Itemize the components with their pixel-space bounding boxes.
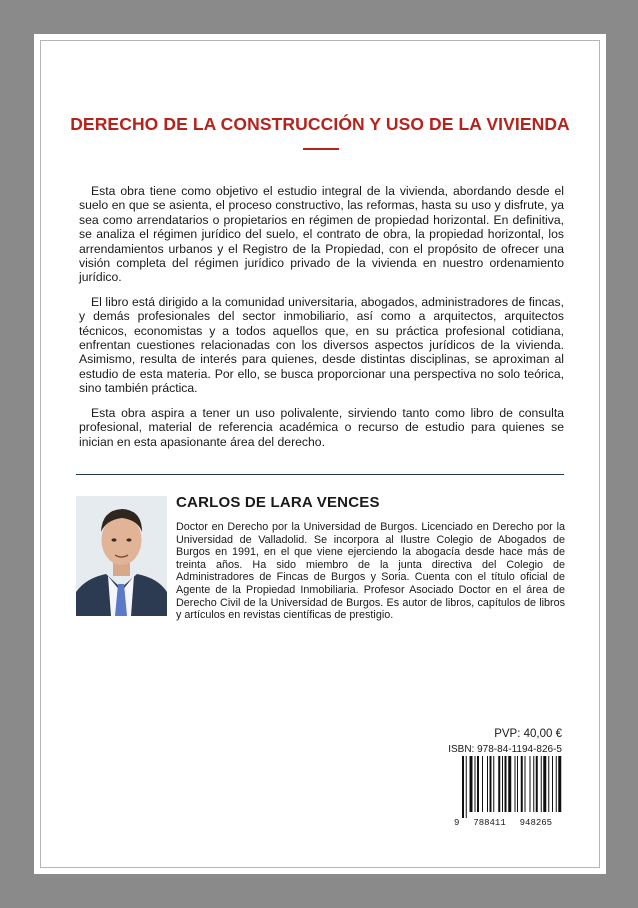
section-divider <box>76 474 564 475</box>
barcode-bar <box>543 756 546 812</box>
barcode-bar <box>517 756 518 812</box>
author-name: CARLOS DE LARA VENCES <box>176 494 380 511</box>
barcode-digits <box>454 818 566 828</box>
barcode-bar <box>487 756 488 812</box>
barcode-bar <box>482 756 483 812</box>
barcode-bar <box>477 756 479 812</box>
synopsis-paragraph: Esta obra tiene como objetivo el estudio integral de la vivienda, abordando desde el suelo en que se asienta, el proceso constructivo, las reformas, hasta su uso y disfrute, ya sea como arrendatarios o propietarios en régimen de propiedad horizontal. En definitiva, se analiza el régimen jurídico del suelo, el contrato de obra, la propiedad horizontal, los arrendamientos urbanos y el Registro de la Propiedad, con el propósito de ofrecer una visión completa del régimen jurídico privado de la vivienda en nuestro ordenamiento jurídico. <box>79 184 564 285</box>
barcode-bar <box>556 756 557 812</box>
barcode-bar <box>533 756 534 812</box>
barcode-first-digit: 9 <box>454 818 460 828</box>
author-bio: Doctor en Derecho por la Universidad de Burgos. Licenciado en Derecho por la Universidad de Valladolid. Se incorpora al Ilustre Colegio de Abogados de Burgos en 1991, en el que viene ejerciendo la abogacía desde hace más de treinta años. Ha sido miembro de la junta directiva del Colegio de Administradores de Fincas de Burgos y Soria. Cuenta con el título oficial de Agente de la Propiedad Inmobiliaria. Profesor Asociado Doctor en el área de Derecho Civil de la Universidad de Burgos. Es autor de libros, capítulos de libros y artículos en revistas científicas de prestigio. <box>176 521 565 622</box>
barcode-bar <box>493 756 494 812</box>
barcode-bar <box>462 756 464 818</box>
barcode-bar <box>536 756 538 812</box>
barcode-bar <box>498 756 500 812</box>
book-title: DERECHO DE LA CONSTRUCCIÓN Y USO DE LA VIVIENDA <box>70 114 570 134</box>
barcode-bar <box>548 756 549 812</box>
barcode-bar <box>521 756 523 812</box>
price-label: PVP: 40,00 € <box>494 728 562 740</box>
barcode-bars <box>454 756 566 818</box>
barcode <box>454 756 566 828</box>
barcode-bar <box>475 756 476 812</box>
author-photo <box>76 496 167 616</box>
barcode-bar <box>470 756 473 812</box>
synopsis-paragraph: El libro está dirigido a la comunidad universitaria, abogados, administradores de fincas, y demás profesionales del sector inmobiliario, así como a arquitectos, arquitectos técnicos, economistas y a todos aquellos que, en su práctica profesional cotidiana, enfrentan cuestiones relacionadas con los diversos aspectos jurídicos de la vivienda. Asimismo, resulta de interés para quienes, desde distintas disciplinas, se aproximan al estudio de esta materia. Por ello, se busca proporcionar una perspectiva no solo teórica, sino también práctica. <box>79 294 564 396</box>
barcode-bar <box>515 756 516 812</box>
barcode-right-group: 948265 <box>519 818 553 828</box>
barcode-left-group: 788411 <box>473 818 506 828</box>
back-cover <box>34 34 606 874</box>
barcode-bar <box>525 756 526 812</box>
barcode-bar <box>505 756 507 812</box>
barcode-bar <box>530 756 531 812</box>
author-portrait-image <box>76 496 167 616</box>
barcode-bar <box>552 756 553 812</box>
barcode-bar <box>502 756 503 812</box>
synopsis <box>79 184 564 459</box>
barcode-bar <box>490 756 492 812</box>
title-rule <box>303 148 339 150</box>
barcode-bar <box>508 756 511 812</box>
barcode-bar <box>558 756 561 812</box>
barcode-bar <box>541 756 542 812</box>
barcode-bar <box>466 756 467 818</box>
isbn-label: ISBN: 978-84-1194-826-5 <box>448 744 562 755</box>
synopsis-paragraph: Esta obra aspira a tener un uso polivalente, sirviendo tanto como libro de consulta profesional, material de referencia académica o recurso de estudio para quienes se inician en esta apasionante área del derecho. <box>79 405 564 449</box>
